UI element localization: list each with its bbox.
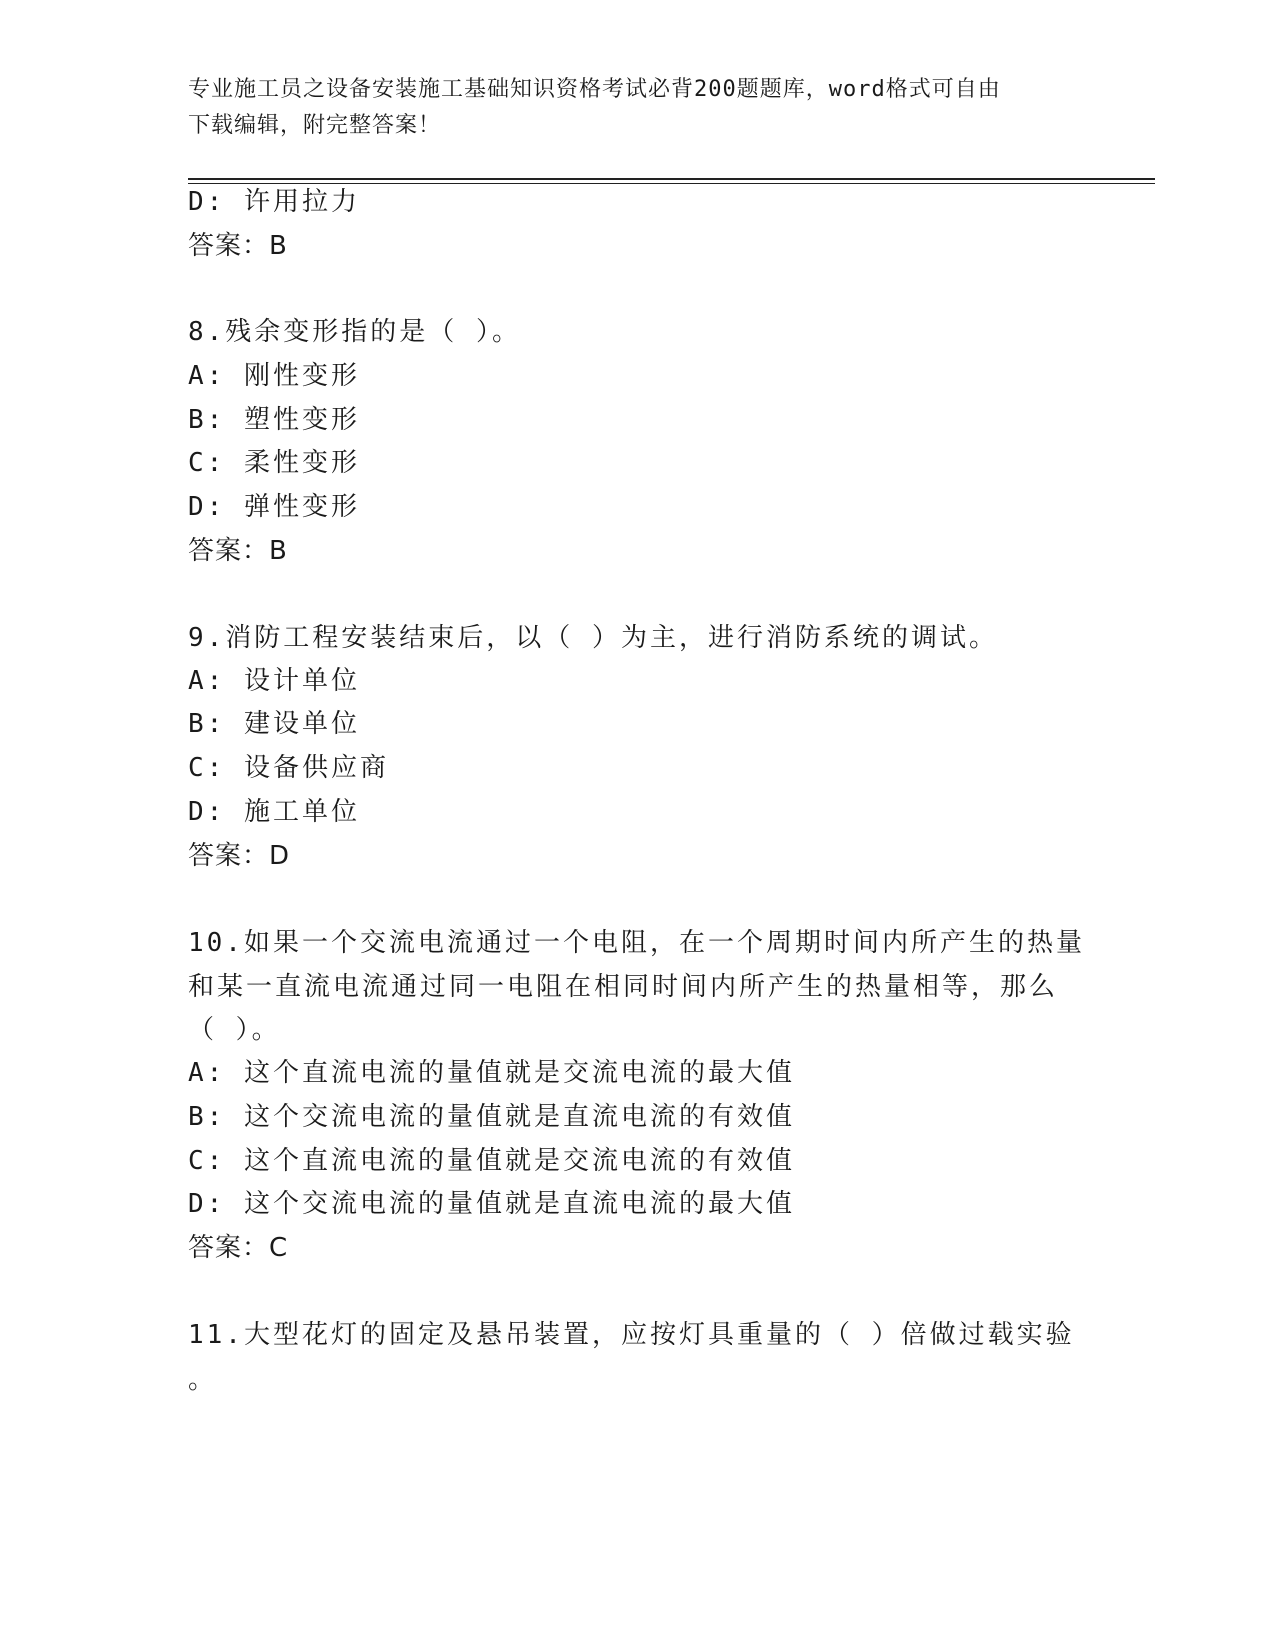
document-header bbox=[188, 72, 1068, 144]
q8-option-d: D: 弹性变形 bbox=[188, 492, 360, 522]
q8-answer: 答案：B bbox=[188, 536, 288, 566]
q10-answer: 答案：C bbox=[188, 1233, 289, 1263]
q10-stem-line-2: 和某一直流电流通过同一电阻在相同时间内所产生的热量相等，那么 bbox=[188, 972, 1059, 1002]
q9-option-a: A: 设计单位 bbox=[188, 666, 360, 696]
header-title-line-2: 下载编辑，附完整答案！ bbox=[188, 113, 442, 138]
q9-option-b: B: 建设单位 bbox=[188, 709, 360, 739]
q8-option-c: C: 柔性变形 bbox=[188, 448, 360, 478]
q9-stem: 9.消防工程安装结束后，以（ ）为主，进行消防系统的调试。 bbox=[188, 623, 998, 653]
q10-option-d: D: 这个交流电流的量值就是直流电流的最大值 bbox=[188, 1189, 795, 1219]
header-title-line-1: 专业施工员之设备安装施工基础知识资格考试必背200题题库，word格式可自由 bbox=[188, 77, 1001, 102]
q10-stem-line-3: （ ）。 bbox=[188, 1015, 281, 1045]
q11-stem-line-2: 。 bbox=[188, 1365, 218, 1395]
q10-stem-line-1: 10.如果一个交流电流通过一个电阻，在一个周期时间内所产生的热量 bbox=[188, 928, 1085, 958]
q9-answer: 答案：D bbox=[188, 841, 291, 871]
q8-option-a: A: 刚性变形 bbox=[188, 361, 360, 391]
q9-option-c: C: 设备供应商 bbox=[188, 753, 389, 783]
q10-option-a: A: 这个直流电流的量值就是交流电流的最大值 bbox=[188, 1058, 795, 1088]
q10-option-c: C: 这个直流电流的量值就是交流电流的有效值 bbox=[188, 1146, 795, 1176]
prev-question-option-d: D: 许用拉力 bbox=[188, 187, 360, 217]
q11-stem-line-1: 11.大型花灯的固定及悬吊装置，应按灯具重量的（ ）倍做过载实验 bbox=[188, 1320, 1075, 1350]
q10-option-b: B: 这个交流电流的量值就是直流电流的有效值 bbox=[188, 1102, 795, 1132]
q8-stem: 8.残余变形指的是（ ）。 bbox=[188, 317, 521, 347]
prev-question-answer: 答案：B bbox=[188, 231, 288, 261]
q8-option-b: B: 塑性变形 bbox=[188, 405, 360, 435]
q9-option-d: D: 施工单位 bbox=[188, 797, 360, 827]
